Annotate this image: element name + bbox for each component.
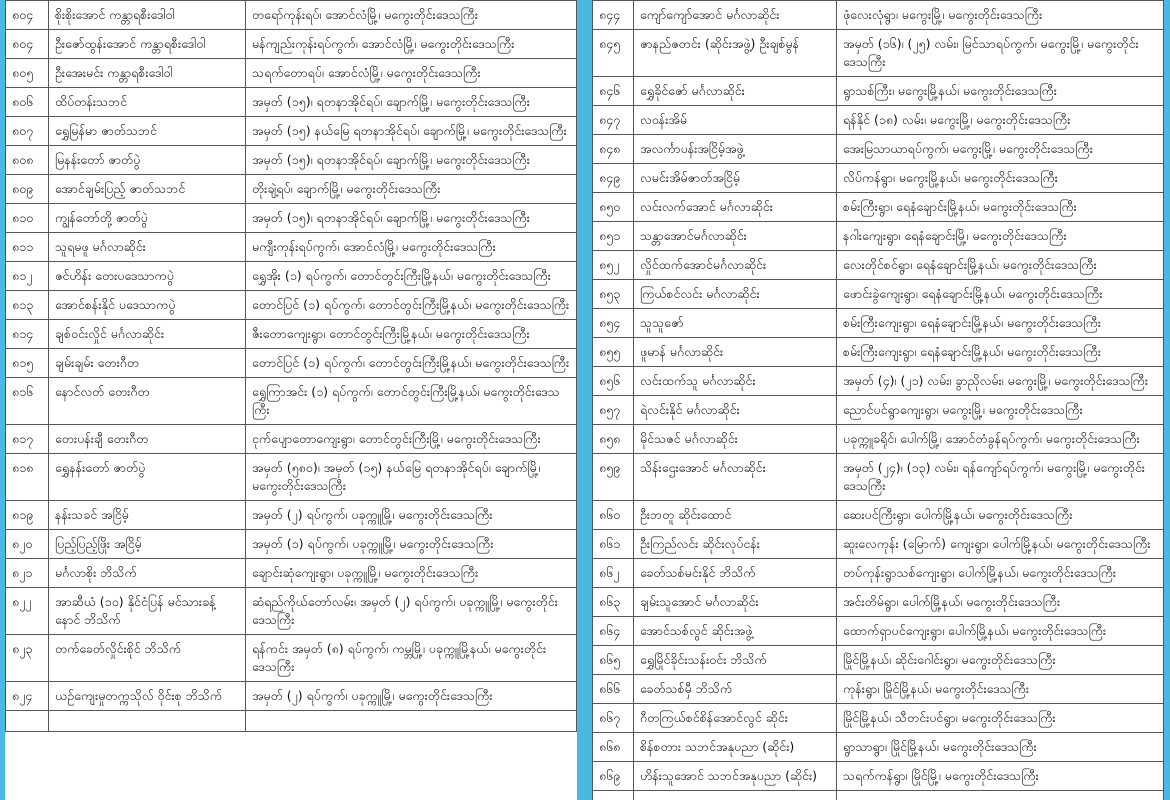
troupe-name: သူသူဇော် [634, 309, 837, 338]
troupe-name: ဦးဇော်ထွန်းအောင် ကန္တာရစီးဒေါဝါ [49, 30, 246, 59]
row-number: ၈၄၇ [593, 106, 634, 135]
table-row [6, 588, 577, 635]
table-row [6, 501, 577, 530]
troupe-address: ရန်ကင်း အမှတ် (၈) ရပ်ကွက်၊ ကမ္ဘမြို့၊ ပခုက္ကူမြို့နယ်၊ မကွေးတိုင်းဒေသကြီး [246, 635, 577, 682]
troupe-name: အာဆီယံ (၁၀) နိုင်ငံပြန် မင်သားခန့်နောင် ဘိသိက် [49, 588, 246, 635]
troupe-name: စိုးစိုးအောင် ကန္တာရစီးဒေါဝါ [49, 1, 246, 30]
table-row [6, 175, 577, 204]
table-row [6, 454, 577, 501]
row-number: ၈၁၉ [6, 501, 49, 530]
table-row [6, 59, 577, 88]
troupe-name: လင်းလက်အောင် မင်္ဂလာဆိုင်း [634, 193, 837, 222]
table-row [6, 88, 577, 117]
troupe-address: နဂါးကျေးရွာ၊ ရေနံချောင်းမြို့၊ မကွေးတိုင်းဒေသကြီး [837, 222, 1164, 251]
row-number: ၈၂၁ [6, 559, 49, 588]
troupe-address: တိုးချဲ့ရပ်၊ ချောက်မြို့၊ မကွေးတိုင်းဒေသကြီး [246, 175, 577, 204]
row-number: ၈၀၄ [6, 30, 49, 59]
troupe-address: အမှတ် (၁၅) နယ်မြေ ရတနာအိုင်ရပ်၊ ချောက်မြို့၊ မကွေးတိုင်းဒေသကြီး [246, 117, 577, 146]
troupe-address: သရက်ကန်ရွာ၊ မြိုင်မြို့၊ မကွေးတိုင်းဒေသကြီး [837, 762, 1164, 791]
troupe-name: ခေတ်သစ်မင်းနိုင် ဘိသိက် [634, 559, 837, 588]
row-number: ၈၁၁ [6, 233, 49, 262]
troupe-name: တက်ခေတ်လှိုင်းစိုင် ဘိသိက် [49, 635, 246, 682]
troupe-name: ကျွန်တော်တို့ ဇာတ်ပွဲ [49, 204, 246, 233]
troupe-address: မြိုင်မြို့နယ်၊ သီတင်းပင်ရွာ၊ မကွေးတိုင်းဒေသကြီး [837, 704, 1164, 733]
row-number: ၈၀၆ [6, 88, 49, 117]
row-number: ၈၁၀ [6, 204, 49, 233]
row-number: ၈၅၄ [593, 309, 634, 338]
troupe-name: ဦးဘတူ ဆိုင်းထောင် [634, 501, 837, 530]
troupe-address: အမှတ် (၁) ရပ်ကွက်၊ ပခုက္ကူမြို့၊ မကွေးတိုင်းဒေသကြီး [246, 530, 577, 559]
table-row [593, 222, 1164, 251]
troupe-name: ဇင်ဟိန်း တေးပဒေသာကပွဲ [49, 262, 246, 291]
table-row [593, 193, 1164, 222]
troupe-address: မန်ကျည်းကုန်းရပ်ကွက်၊ အောင်လံမြို့၊ မကွေးတိုင်းဒေသကြီး [246, 30, 577, 59]
row-number: ၈၅၆ [593, 367, 634, 396]
troupe-name: ရွှေနန်းတော် ဇာတ်ပွဲ [49, 454, 246, 501]
troupe-address: တောင်ပြင် (၁) ရပ်ကွက်၊ တောင်တွင်းကြီးမြို့နယ်၊ မကွေးတိုင်းဒေသကြီး [246, 349, 577, 378]
troupe-name: လမင်းအိမ်ဇာတ်အငြိမ့် [634, 164, 837, 193]
troupe-name: ချမ်းသူအောင် မင်္ဂလာဆိုင်း [634, 588, 837, 617]
troupe-address: ရွှေကြာအင်း (၁) ရပ်ကွက်၊ တောင်တွင်းကြီးမြို့နယ်၊ မကွေးတိုင်းဒေသကြီး [246, 378, 577, 425]
table-row [6, 349, 577, 378]
troupe-address: ဆေးပင်ကြီးရွာ၊ ပေါက်မြို့နယ်၊ မကွေးတိုင်းဒေသကြီး [837, 501, 1164, 530]
troupe-address: မြိုင်မြို့နယ်၊ ဆိုင်းဂေါင်းရွာ၊ မကွေးတိုင်းဒေသကြီး [837, 646, 1164, 675]
troupe-name: အောင်ချမ်းပြည့် ဇာတ်သဘင် [49, 175, 246, 204]
row-number: ၈၅၂ [593, 251, 634, 280]
row-number: ၈၆၃ [593, 588, 634, 617]
table-row [6, 635, 577, 682]
troupe-address: စမ်းကြီးကျေးရွာ၊ ရေနံချောင်းမြို့နယ်၊ မကွေးတိုင်းဒေသကြီး [837, 309, 1164, 338]
row-number: ၈၄၄ [593, 1, 634, 30]
table-row [6, 233, 577, 262]
row-number: ၈၄၅ [593, 30, 634, 77]
troupe-address: အမှတ် (၄)၊ (၂၁) လမ်း၊ ခွာညိုလမ်း၊ မကွေးမြို့၊ မကွေးတိုင်းဒေသကြီး [837, 367, 1164, 396]
table-row [593, 251, 1164, 280]
row-number: ၈၂၀ [6, 530, 49, 559]
table-row [593, 559, 1164, 588]
table-row-cut-off [6, 711, 577, 732]
table-row [6, 1, 577, 30]
troupe-name: ယဉ်ကျေးမှုတက္ကသိုလ် ဝိုင်းစု ဘိသိက် [49, 682, 246, 711]
row-number: ၈၆၄ [593, 617, 634, 646]
troupe-address: သရက်တောရပ်၊ အောင်လံမြို့၊ မကွေးတိုင်းဒေသကြီး [246, 59, 577, 88]
troupe-address: တရော်ကုန်းရပ်၊ အောင်လံမြို့၊ မကွေးတိုင်းဒေသကြီး [246, 1, 577, 30]
table-row [6, 146, 577, 175]
troupe-name: သန္တာအောင်မင်္ဂလာဆိုင်း [634, 222, 837, 251]
troupe-address: ချောင်းဆုံကျေးရွာ၊ ပခုက္ကူမြို့၊ မကွေးတိုင်းဒေသကြီး [246, 559, 577, 588]
left-register-column [5, 0, 577, 800]
empty-cell [246, 711, 577, 732]
troupe-address: ကုန်းရွာ၊ မြိုင်မြို့နယ်၊ မကွေးတိုင်းဒေသကြီး [837, 675, 1164, 704]
row-number: ၈၅၃ [593, 280, 634, 309]
row-number: ၈၁၃ [6, 291, 49, 320]
row-number: ၈၆၆ [593, 675, 634, 704]
troupe-name: ပြည့်ပြည့်ဖြိုး အငြိမ့် [49, 530, 246, 559]
troupe-address: အမှတ် (၁၆)၊ (၂၅) လမ်း၊ မြင်သာရပ်ကွက်၊ မကွေးမြို့၊ မကွေးတိုင်းဒေသကြီး [837, 30, 1164, 77]
row-number: ၈၂၄ [6, 682, 49, 711]
troupe-name: ဖူမာန် မင်္ဂလာဆိုင်း [634, 338, 837, 367]
troupe-name: ခေတ်သစ်မှီ ဘိသိက် [634, 675, 837, 704]
troupe-address: အမှတ် (၁၅)၊ ရတနာအိုင်ရပ်၊ ချောက်မြို့၊ မကွေးတိုင်းဒေသကြီး [246, 88, 577, 117]
troupe-address: ငုက်ပျောတောကျေးရွာ၊ တောင်တွင်းကြီးမြို့၊ မကွေးတိုင်းဒေသကြီး [246, 425, 577, 454]
row-number: ၈၀၄ [6, 1, 49, 30]
troupe-name: ဇာနည်ဇတင်း (ဆိုင်းအဖွဲ့) ဦးချစ်မွန် [634, 30, 837, 77]
troupe-name: အောင်သစ်လွင် ဆိုင်းအဖွဲ့ [634, 617, 837, 646]
table-row [593, 425, 1164, 454]
right-register-table [592, 0, 1164, 800]
table-row [593, 77, 1164, 106]
table-row [593, 280, 1164, 309]
troupe-address: မကျီးကုန်းရပ်ကွက်၊ အောင်လံမြို့၊ မကွေးတိုင်းဒေသကြီး [246, 233, 577, 262]
troupe-name: အလင်္ကာပန်းအငြိမ့်အဖွဲ့ [634, 135, 837, 164]
row-number: ၈၀၇ [6, 117, 49, 146]
row-number: ၈၁၅ [6, 349, 49, 378]
table-row-cut-off [593, 791, 1164, 800]
troupe-address: အမှတ် (၂၄)၊ (၁၃) လမ်း၊ ရန်ကျော်ရပ်ကွက်၊ မကွေးမြို့၊ မကွေးတိုင်းဒေသကြီး [837, 454, 1164, 501]
troupe-address: ရွှေအိုး (၁) ရပ်ကွက်၊ တောင်တွင်းကြီးမြို့နယ်၊ မကွေးတိုင်းဒေသကြီး [246, 262, 577, 291]
troupe-name: သိန်းဌေးအောင် မင်္ဂလာဆိုင်း [634, 454, 837, 501]
row-number: ၈၅၇ [593, 396, 634, 425]
troupe-address: လေးတိုင်စင်ရွာ၊ ရေနံချောင်းမြို့နယ်၊ မကွေးတိုင်းဒေသကြီး [837, 251, 1164, 280]
row-number: ၈၄၈ [593, 135, 634, 164]
troupe-address: ဆံရည်ကိုယ်တော်လမ်း၊ အမှတ် (၂) ရပ်ကွက်၊ ပခုက္ကူမြို့၊ မကွေးတိုင်းဒေသကြီး [246, 588, 577, 635]
troupe-name: လ၀န်းအိမ် [634, 106, 837, 135]
row-number: ၈၀၅ [6, 59, 49, 88]
table-row [6, 291, 577, 320]
troupe-address: အင်းတိမ်ရွာ၊ ပေါက်မြို့နယ်၊ မကွေးတိုင်းဒေသကြီး [837, 588, 1164, 617]
table-row [593, 164, 1164, 193]
troupe-name: လှိုင်ထက်အောင်မင်္ဂလာဆိုင်း [634, 251, 837, 280]
troupe-address: ဖုံလေးလုံရွာ၊ မကွေးမြို့၊ မကွေးတိုင်းဒေသကြီး [837, 1, 1164, 30]
troupe-name: ဟိန်းသူအောင် သဘင်အနုပညာ (ဆိုင်း) [634, 762, 837, 791]
table-row [6, 262, 577, 291]
troupe-name: မြနန်းတော် ဇာတ်ပွဲ [49, 146, 246, 175]
troupe-address: အမှတ် (၁၅)၊ ရတနာအိုင်ရပ်၊ ချောက်မြို့၊ မကွေးတိုင်းဒေသကြီး [246, 146, 577, 175]
empty-cell [837, 791, 1164, 800]
troupe-name: စိန်စတား သဘင်အနုပညာ (ဆိုင်း) [634, 733, 837, 762]
row-number: ၈၆၀ [593, 501, 634, 530]
table-row [593, 396, 1164, 425]
troupe-address: စမ်းကြီးရွာ၊ ရေနံချောင်းမြို့နယ်၊ မကွေးတိုင်းဒေသကြီး [837, 193, 1164, 222]
right-register-column [592, 0, 1164, 800]
table-row [6, 559, 577, 588]
table-row [593, 617, 1164, 646]
row-number: ၈၄၉ [593, 164, 634, 193]
row-number: ၈၀၈ [6, 146, 49, 175]
table-row [6, 378, 577, 425]
troupe-address: အမှတ် (၂) ရပ်ကွက်၊ ပခုက္ကူမြို့၊ မကွေးတိုင်းဒေသကြီး [246, 501, 577, 530]
table-row [593, 338, 1164, 367]
troupe-name: ကြယ်စင်လင်း မင်္ဂလာဆိုင်း [634, 280, 837, 309]
row-number: ၈၆၅ [593, 646, 634, 675]
table-row [6, 204, 577, 233]
troupe-name: လင်းထက်သူ မင်္ဂလာဆိုင်း [634, 367, 837, 396]
troupe-name: ရွှေမြိုင်ခိုင်းသန်းဝင်း ဘိသိက် [634, 646, 837, 675]
troupe-address: တပ်ကုန်းရွာသစ်ကျေးရွာ၊ ပေါက်မြို့နယ်၊ မကွေးတိုင်းဒေသကြီး [837, 559, 1164, 588]
troupe-name: အောင်စန်းနိုင် ပဒေသာကပွဲ [49, 291, 246, 320]
row-number: ၈၀၉ [6, 175, 49, 204]
troupe-name: ကျော်ကျော်အောင် မင်္ဂလာဆိုင်း [634, 1, 837, 30]
empty-cell [593, 791, 634, 800]
troupe-name: ချစ်ဝင်းလှိုင် မင်္ဂလာဆိုင်း [49, 320, 246, 349]
row-number: ၈၂၂ [6, 588, 49, 635]
troupe-name: နောင်လတ် တေးဂီတ [49, 378, 246, 425]
row-number: ၈၆၉ [593, 762, 634, 791]
troupe-name: မိုင်သဇင် မင်္ဂလာဆိုင်း [634, 425, 837, 454]
troupe-address: ရွာသာရွာ၊ မြိုင်မြို့နယ်၊ မကွေးတိုင်းဒေသကြီး [837, 733, 1164, 762]
row-number: ၈၆၂ [593, 559, 634, 588]
row-number: ၈၁၆ [6, 378, 49, 425]
troupe-name: နန်းသခင် အငြိမ့် [49, 501, 246, 530]
table-row [593, 733, 1164, 762]
table-row [593, 1, 1164, 30]
table-row [6, 425, 577, 454]
table-row [593, 30, 1164, 77]
troupe-name: ဦးကြည်လင်း ဆိုင်းလုပ်ငန်း [634, 530, 837, 559]
troupe-address: ထောက်ရှာပင်ကျေးရွာ၊ ပေါက်မြို့နယ်၊ မကွေးတိုင်းဒေသကြီး [837, 617, 1164, 646]
troupe-name: မင်္ဂလာစိုး ဘိသိက် [49, 559, 246, 588]
row-number: ၈၁၂ [6, 262, 49, 291]
troupe-name: ဂီတကြယ်စင်စိန်အောင်လွင် ဆိုင်း [634, 704, 837, 733]
table-row [593, 646, 1164, 675]
troupe-address: ဆူးလေကုန်း (မြောက်) ကျေးရွာ၊ ပေါက်မြို့နယ်၊ မကွေးတိုင်းဒေသကြီး [837, 530, 1164, 559]
empty-cell [49, 711, 246, 732]
table-row [6, 117, 577, 146]
table-row [593, 367, 1164, 396]
table-row [593, 454, 1164, 501]
troupe-address: လိပ်ကန်ရွာ၊ မကွေးမြို့နယ်၊ မကွေးတိုင်းဒေသကြီး [837, 164, 1164, 193]
troupe-name: ဦးအေးမင်း ကန္တာရစီးဒေါဝါ [49, 59, 246, 88]
table-row [6, 530, 577, 559]
table-row [593, 309, 1164, 338]
table-row [593, 704, 1164, 733]
troupe-address: အမှတ် (၅၈၀)၊ အမှတ် (၁၅) နယ်မြေ ရတနာအိုင်ရပ်၊ ချောက်မြို့၊ မကွေးတိုင်းဒေသကြီး [246, 454, 577, 501]
row-number: ၈၅၁ [593, 222, 634, 251]
empty-cell [634, 791, 837, 800]
troupe-address: အမှတ် (၂) ရပ်ကွက်၊ ပခုက္ကူမြို့၊ မကွေးတိုင်းဒေသကြီး [246, 682, 577, 711]
troupe-name: သူရမဖူ မင်္ဂလာဆိုင်း [49, 233, 246, 262]
left-register-table [5, 0, 577, 732]
row-number: ၈၆၇ [593, 704, 634, 733]
troupe-name: ရွှေမြန်မာ ဇာတ်သဘင် [49, 117, 246, 146]
troupe-address: ဖောင်းခွဲကျေးရွာ၊ ရေနံချောင်းမြို့နယ်၊ မကွေးတိုင်းဒေသကြီး [837, 280, 1164, 309]
troupe-name: ထိပ်တန်းသဘင် [49, 88, 246, 117]
row-number: ၈၅၀ [593, 193, 634, 222]
row-number: ၈၁၄ [6, 320, 49, 349]
troupe-name: ရဲလင်းနိုင် မင်္ဂလာဆိုင်း [634, 396, 837, 425]
troupe-address: တောင်ပြင် (၁) ရပ်ကွက်၊ တောင်တွင်းကြီးမြို့နယ်၊ မကွေးတိုင်းဒေသကြီး [246, 291, 577, 320]
row-number: ၈၂၃ [6, 635, 49, 682]
troupe-address: အေးမြသာယာရပ်ကွက်၊ မကွေးမြို့၊ မကွေးတိုင်းဒေသကြီး [837, 135, 1164, 164]
table-row [593, 530, 1164, 559]
troupe-name: တေးပန်းချီ တေးဂီတ [49, 425, 246, 454]
row-number: ၈၆၁ [593, 530, 634, 559]
table-row [593, 501, 1164, 530]
troupe-address: ရန်နိုင် (၁၈) လမ်း၊ မကွေးမြို့၊ မကွေးတိုင်းဒေသကြီး [837, 106, 1164, 135]
table-row [593, 106, 1164, 135]
table-row [593, 588, 1164, 617]
troupe-address: ရွာသစ်ကြီး၊ မကွေးမြို့နယ်၊ မကွေးတိုင်းဒေသကြီး [837, 77, 1164, 106]
table-row [593, 675, 1164, 704]
troupe-address: ပခုက္ကူခရိုင်၊ ပေါက်မြို့၊ အောင်တံခွန်ရပ်ကွက်၊ မကွေးတိုင်းဒေသကြီး [837, 425, 1164, 454]
troupe-address: အမှတ် (၁၅)၊ ရတနာအိုင်ရပ်၊ ချောက်မြို့၊ မကွေးတိုင်းဒေသကြီး [246, 204, 577, 233]
table-row [593, 135, 1164, 164]
table-row [6, 30, 577, 59]
table-row [593, 762, 1164, 791]
table-row [6, 682, 577, 711]
troupe-name: ရွှေခိုင်ဇော် မင်္ဂလာဆိုင်း [634, 77, 837, 106]
table-row [6, 320, 577, 349]
troupe-address: စမ်းကြီးကျေးရွာ၊ ရေနံချောင်းမြို့နယ်၊ မကွေးတိုင်းဒေသကြီး [837, 338, 1164, 367]
row-number: ၈၁၇ [6, 425, 49, 454]
row-number: ၈၅၅ [593, 338, 634, 367]
troupe-address: ဇီးတောကျေးရွာ၊ တောင်တွင်းကြီးမြို့နယ်၊ မကွေးတိုင်းဒေသကြီး [246, 320, 577, 349]
row-number: ၈၅၉ [593, 454, 634, 501]
troupe-name: ချမ်းချမ်း တေးဂီတ [49, 349, 246, 378]
row-number: ၈၆၈ [593, 733, 634, 762]
row-number: ၈၁၈ [6, 454, 49, 501]
row-number: ၈၄၆ [593, 77, 634, 106]
row-number: ၈၅၈ [593, 425, 634, 454]
empty-cell [6, 711, 49, 732]
troupe-address: ညောင်ပင်ရွာကျေးရွာ၊ မကွေးမြို့၊ မကွေးတိုင်းဒေသကြီး [837, 396, 1164, 425]
